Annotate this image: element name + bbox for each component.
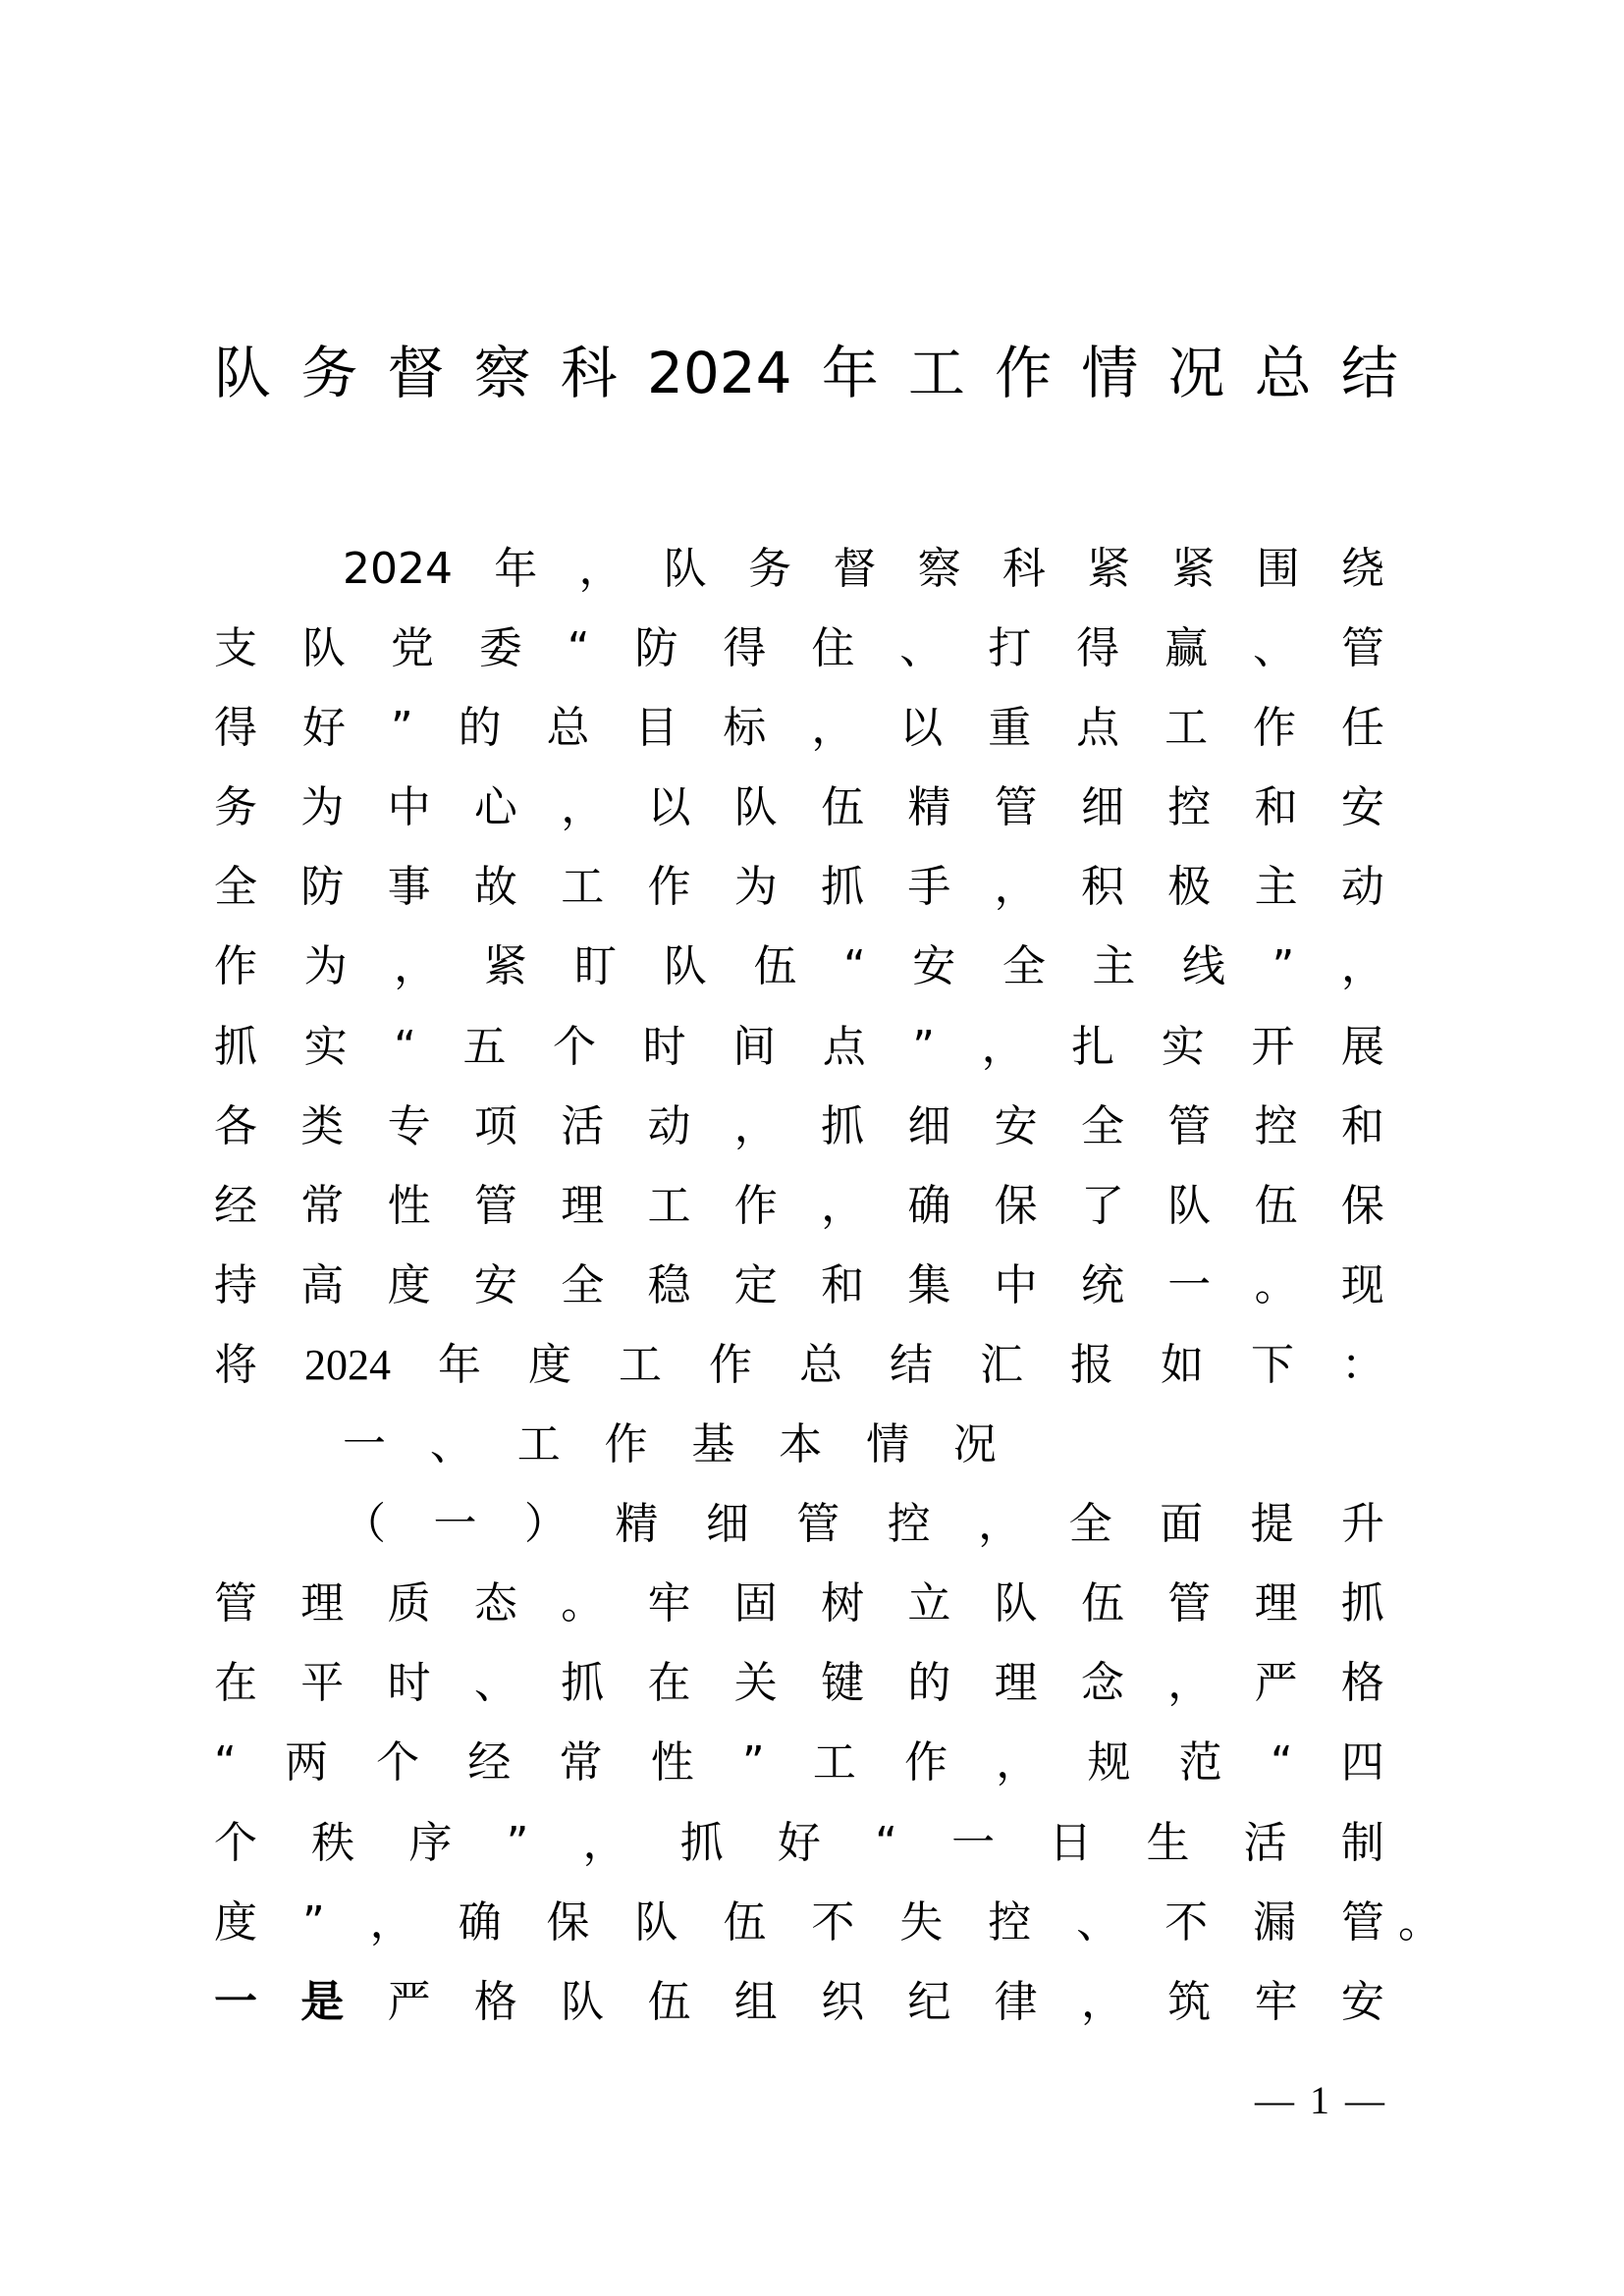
glyph: 标	[723, 703, 767, 754]
glyph: 时	[387, 1658, 431, 1709]
glyph: 防	[634, 623, 678, 674]
glyph: 围	[1256, 544, 1300, 594]
glyph: 积	[1080, 862, 1124, 913]
glyph: 本	[779, 1419, 823, 1470]
glyph: 管	[1340, 623, 1384, 674]
glyph: 心	[473, 782, 517, 833]
glyph: 盯	[573, 941, 618, 992]
paragraph-line	[214, 1325, 1384, 1405]
glyph: 现	[1340, 1259, 1384, 1310]
paragraph-line	[214, 1246, 1384, 1325]
glyph: 队	[663, 941, 707, 992]
glyph: 抓	[561, 1658, 605, 1709]
glyph: ，	[978, 1499, 1022, 1550]
glyph: 安	[1340, 1976, 1384, 2027]
glyph: 支	[214, 623, 257, 674]
glyph: 赢	[1164, 623, 1209, 674]
glyph: 将	[214, 1339, 257, 1390]
glyph: 各	[214, 1100, 257, 1151]
glyph: 确	[458, 1896, 502, 1948]
glyph: 质	[387, 1578, 431, 1629]
glyph: 常	[559, 1737, 603, 1789]
glyph: 织	[821, 1976, 865, 2027]
glyph: 抓	[214, 1021, 257, 1072]
glyph: 作	[604, 1419, 648, 1470]
glyph: 管	[796, 1499, 840, 1550]
section-heading	[343, 1405, 997, 1484]
glyph: 持	[214, 1259, 257, 1310]
glyph: 细	[705, 1499, 749, 1550]
glyph: 工	[561, 862, 605, 913]
glyph: 个	[214, 1817, 257, 1868]
glyph: 管	[1340, 1896, 1384, 1948]
glyph: 住	[811, 623, 855, 674]
glyph: 紧	[483, 941, 527, 992]
glyph: 度	[528, 1339, 571, 1390]
glyph: 工	[619, 1339, 662, 1390]
glyph: 伍	[1080, 1578, 1124, 1629]
glyph: ：	[1341, 1339, 1384, 1390]
glyph: 安	[1340, 782, 1384, 833]
glyph: 工	[516, 1419, 561, 1470]
glyph: 务	[300, 340, 358, 406]
glyph: 、	[429, 1419, 473, 1470]
glyph: 队	[634, 1896, 678, 1948]
glyph: 安	[912, 941, 956, 992]
glyph: 规	[1087, 1737, 1131, 1789]
glyph: 队	[1167, 1180, 1212, 1231]
glyph: 年	[821, 340, 879, 406]
glyph: 立	[907, 1578, 951, 1629]
glyph: 科	[560, 340, 618, 406]
paragraph-line	[214, 1007, 1384, 1087]
glyph: 为	[300, 782, 345, 833]
glyph: 队	[561, 1976, 605, 2027]
glyph: 故	[473, 862, 517, 913]
glyph: 和	[1340, 1100, 1384, 1151]
glyph: 稳	[647, 1259, 691, 1310]
glyph: 点	[822, 1021, 866, 1072]
glyph: 秩	[311, 1817, 355, 1868]
glyph: ）	[523, 1499, 568, 1550]
glyph: ”	[390, 703, 413, 754]
glyph: 生	[1146, 1817, 1190, 1868]
glyph: 抓	[821, 862, 865, 913]
glyph: 控	[1167, 782, 1212, 833]
subsection-heading	[343, 1484, 1384, 1564]
glyph: 情	[866, 1419, 910, 1470]
glyph: 格	[1340, 1658, 1384, 1709]
glyph: 任	[1340, 703, 1384, 754]
glyph: 。	[1254, 1259, 1298, 1310]
glyph: 好	[777, 1817, 821, 1868]
glyph: 一	[1167, 1259, 1212, 1310]
glyph: 事	[387, 862, 431, 913]
glyph: 作	[709, 1339, 752, 1390]
glyph: 的	[907, 1658, 951, 1709]
glyph: 在	[647, 1658, 691, 1709]
glyph: 以	[647, 782, 691, 833]
glyph: 一	[433, 1499, 477, 1550]
glyph: 确	[907, 1180, 951, 1231]
glyph: 类	[300, 1100, 345, 1151]
glyph: 纪	[907, 1976, 951, 2027]
glyph: ，	[994, 862, 1038, 913]
glyph: ”	[301, 1896, 325, 1948]
glyph: 队	[994, 1578, 1038, 1629]
glyph: 不	[1164, 1896, 1209, 1948]
page-number-part: 1	[1310, 2078, 1329, 2122]
glyph: 安	[473, 1259, 517, 1310]
glyph: 抓	[821, 1100, 865, 1151]
glyph: 律	[994, 1976, 1038, 2027]
glyph: 精	[615, 1499, 659, 1550]
glyph: 管	[473, 1180, 517, 1231]
glyph: 作	[904, 1737, 948, 1789]
glyph: “	[842, 941, 866, 992]
glyph: 得	[723, 623, 767, 674]
document-title	[214, 334, 1398, 412]
glyph: 总	[546, 703, 590, 754]
page-number-part: —	[1255, 2078, 1294, 2122]
glyph: 督	[833, 544, 877, 594]
glyph: 作	[995, 340, 1053, 406]
glyph: 精	[907, 782, 951, 833]
glyph: 严	[1254, 1658, 1298, 1709]
glyph: ，	[1340, 941, 1384, 992]
glyph: 经	[214, 1180, 257, 1231]
glyph: 保	[1340, 1180, 1384, 1231]
glyph: ”	[506, 1817, 529, 1868]
glyph: 键	[821, 1658, 865, 1709]
glyph: 两	[284, 1737, 328, 1789]
glyph: 督	[387, 340, 445, 406]
glyph: 展	[1340, 1021, 1384, 1072]
glyph: 紧	[1171, 544, 1216, 594]
glyph: 队	[214, 340, 272, 406]
paragraph-line	[214, 609, 1384, 688]
glyph: 度	[387, 1259, 431, 1310]
glyph: “	[875, 1817, 897, 1868]
glyph: 范	[1178, 1737, 1222, 1789]
glyph: 个	[553, 1021, 597, 1072]
glyph: 伍	[647, 1976, 691, 2027]
glyph: 个	[376, 1737, 420, 1789]
glyph: 组	[733, 1976, 778, 2027]
glyph: 以	[899, 703, 944, 754]
glyph: ”	[912, 1021, 936, 1072]
glyph: 漏	[1253, 1896, 1297, 1948]
glyph: 全	[1001, 941, 1046, 992]
glyph: 结	[890, 1339, 933, 1390]
glyph: 理	[1254, 1578, 1298, 1629]
glyph: ，	[1167, 1658, 1212, 1709]
glyph: 队	[301, 623, 346, 674]
glyph: 牢	[647, 1578, 691, 1629]
glyph: 报	[1070, 1339, 1113, 1390]
glyph: 防	[300, 862, 345, 913]
paragraph-line	[214, 927, 1384, 1006]
glyph: 扎	[1071, 1021, 1115, 1072]
glyph: 度	[214, 1896, 257, 1948]
glyph: 活	[1243, 1817, 1287, 1868]
glyph: 汇	[980, 1339, 1023, 1390]
glyph: 了	[1080, 1180, 1124, 1231]
glyph: ”	[1272, 941, 1295, 992]
glyph: 全	[214, 862, 257, 913]
glyph: 牢	[1254, 1976, 1298, 2027]
paragraph-line	[214, 1962, 1384, 2042]
glyph: 高	[300, 1259, 345, 1310]
glyph: 集	[907, 1259, 951, 1310]
glyph: ，	[582, 1817, 626, 1868]
glyph: 全	[1068, 1499, 1112, 1550]
glyph: 和	[821, 1259, 865, 1310]
paragraph-line	[214, 1803, 1384, 1883]
glyph: 理	[994, 1658, 1038, 1709]
glyph: 控	[988, 1896, 1032, 1948]
glyph: 、	[1253, 623, 1297, 674]
glyph: 四	[1340, 1737, 1384, 1789]
document-body	[214, 529, 1441, 2042]
glyph: （	[343, 1499, 386, 1550]
glyph: 全	[1080, 1100, 1124, 1151]
glyph: “	[214, 1737, 237, 1789]
glyph: 伍	[1254, 1180, 1298, 1231]
glyph: 实	[1161, 1021, 1205, 1072]
glyph: 基	[691, 1419, 735, 1470]
glyph: 经	[467, 1737, 512, 1789]
page-number	[1255, 2073, 1384, 2128]
glyph: 五	[462, 1021, 507, 1072]
glyph: 为	[733, 862, 778, 913]
glyph: 作	[1253, 703, 1297, 754]
glyph: 专	[387, 1100, 431, 1151]
glyph: 队	[733, 782, 778, 833]
glyph: 况	[1167, 340, 1225, 406]
glyph: 总	[1254, 340, 1312, 406]
glyph: 全	[561, 1259, 605, 1310]
paragraph-line	[214, 1087, 1384, 1166]
glyph: 格	[473, 1976, 517, 2027]
glyph: 察	[473, 340, 531, 406]
glyph: 活	[561, 1100, 605, 1151]
bold-lead	[214, 1962, 388, 2042]
glyph: 性	[387, 1180, 431, 1231]
glyph: 工	[812, 1737, 856, 1789]
glyph: 固	[733, 1578, 778, 1629]
paragraph-line	[214, 1166, 1384, 1246]
line-rest	[388, 1962, 1384, 2042]
glyph: 、	[899, 623, 944, 674]
glyph: 打	[988, 623, 1032, 674]
paragraph-line	[343, 529, 1384, 609]
glyph: 实	[303, 1021, 348, 1072]
glyph: “	[567, 623, 590, 674]
glyph: 务	[748, 544, 792, 594]
glyph: 一	[343, 1419, 386, 1470]
glyph: 态	[473, 1578, 517, 1629]
paragraph-line	[214, 1643, 1384, 1723]
glyph: 定	[733, 1259, 778, 1310]
glyph: 察	[917, 544, 961, 594]
glyph: 伍	[723, 1896, 767, 1948]
glyph: 情	[1081, 340, 1139, 406]
glyph: 时	[642, 1021, 686, 1072]
glyph: 2024	[646, 340, 792, 406]
glyph: 、	[473, 1658, 517, 1709]
glyph: 作	[214, 941, 257, 992]
glyph: 得	[214, 703, 257, 754]
glyph: ，	[981, 1021, 1025, 1072]
glyph: 安	[994, 1100, 1038, 1151]
glyph: 在	[214, 1658, 257, 1709]
glyph: 日	[1049, 1817, 1093, 1868]
glyph: 工	[1164, 703, 1209, 754]
glyph: 手	[907, 862, 951, 913]
glyph: 统	[1080, 1259, 1124, 1310]
glyph: 保	[994, 1180, 1038, 1231]
glyph: 提	[1250, 1499, 1294, 1550]
glyph: 管	[1167, 1100, 1212, 1151]
glyph: 关	[733, 1658, 778, 1709]
glyph: 平	[300, 1658, 345, 1709]
glyph: 伍	[753, 941, 797, 992]
glyph: 为	[303, 941, 348, 992]
glyph: 理	[300, 1578, 345, 1629]
glyph: 伍	[821, 782, 865, 833]
glyph: 工	[907, 340, 965, 406]
glyph: 况	[952, 1419, 997, 1470]
glyph: ，	[369, 1896, 413, 1948]
glyph: 紧	[1087, 544, 1131, 594]
glyph: 管	[214, 1578, 257, 1629]
glyph: 树	[821, 1578, 865, 1629]
glyph: 保	[546, 1896, 590, 1948]
paragraph-line	[214, 1883, 1441, 1962]
glyph: ，	[561, 782, 605, 833]
glyph: 失	[899, 1896, 944, 1948]
glyph: 好	[301, 703, 346, 754]
glyph: 的	[458, 703, 502, 754]
glyph: 主	[1254, 862, 1298, 913]
paragraph-line	[214, 1723, 1384, 1802]
glyph: 线	[1181, 941, 1225, 992]
glyph: 得	[1076, 623, 1120, 674]
glyph: 2024	[343, 544, 453, 594]
glyph: 2024	[304, 1340, 391, 1389]
glyph: 动	[1340, 862, 1384, 913]
glyph: 。	[561, 1578, 605, 1629]
glyph: 科	[1001, 544, 1046, 594]
glyph: “	[394, 1021, 416, 1072]
glyph: 作	[733, 1180, 778, 1231]
glyph: 目	[634, 703, 678, 754]
glyph: “	[1270, 1737, 1293, 1789]
glyph: 党	[390, 623, 434, 674]
glyph: ，	[811, 703, 855, 754]
paragraph-line	[214, 847, 1384, 927]
glyph: ，	[1080, 1976, 1124, 2027]
glyph: 点	[1076, 703, 1120, 754]
glyph: 极	[1167, 862, 1212, 913]
glyph: 控	[1254, 1100, 1298, 1151]
glyph: 项	[473, 1100, 517, 1151]
glyph: 面	[1160, 1499, 1204, 1550]
glyph: 主	[1092, 941, 1136, 992]
glyph: ，	[733, 1100, 778, 1151]
glyph: 、	[1076, 1896, 1120, 1948]
glyph: 中	[387, 782, 431, 833]
glyph: 序	[408, 1817, 453, 1868]
glyph: 理	[561, 1180, 605, 1231]
paragraph-line	[214, 1564, 1384, 1643]
glyph: 工	[647, 1180, 691, 1231]
glyph: 队	[663, 544, 707, 594]
glyph: 一	[214, 1976, 257, 2027]
glyph: 抓	[679, 1817, 724, 1868]
glyph: 绕	[1340, 544, 1384, 594]
glyph: ，	[996, 1737, 1040, 1789]
glyph: 制	[1340, 1817, 1384, 1868]
glyph: 念	[1080, 1658, 1124, 1709]
glyph: 作	[647, 862, 691, 913]
glyph: 年	[438, 1339, 481, 1390]
glyph: 总	[799, 1339, 842, 1390]
glyph: 细	[1080, 782, 1124, 833]
glyph: 常	[300, 1180, 345, 1231]
page-number-part: —	[1345, 2078, 1384, 2122]
glyph: 抓	[1340, 1578, 1384, 1629]
glyph: 开	[1251, 1021, 1295, 1072]
glyph: 和	[1254, 782, 1298, 833]
glyph: ，	[578, 544, 623, 594]
glyph: 管	[994, 782, 1038, 833]
glyph: 筑	[1167, 1976, 1212, 2027]
paragraph-line	[214, 688, 1384, 768]
glyph: 如	[1161, 1339, 1204, 1390]
glyph: 管	[1167, 1578, 1212, 1629]
glyph: ，	[821, 1180, 865, 1231]
glyph: 不	[811, 1896, 855, 1948]
glyph: 结	[1340, 340, 1398, 406]
glyph: 间	[732, 1021, 777, 1072]
glyph: 年	[494, 544, 538, 594]
glyph: 委	[478, 623, 522, 674]
glyph: ”	[741, 1737, 765, 1789]
paragraph-line	[214, 768, 1384, 847]
glyph: 下	[1251, 1339, 1294, 1390]
glyph: 动	[647, 1100, 691, 1151]
glyph: 一	[951, 1817, 996, 1868]
glyph: 。	[1398, 1896, 1441, 1948]
glyph: 细	[907, 1100, 951, 1151]
glyph: 严	[387, 1976, 431, 2027]
glyph: 重	[988, 703, 1032, 754]
glyph: 务	[214, 782, 257, 833]
glyph: 性	[650, 1737, 694, 1789]
glyph: 是	[300, 1976, 345, 2027]
glyph: 升	[1340, 1499, 1384, 1550]
glyph: 控	[887, 1499, 931, 1550]
glyph: ，	[394, 941, 438, 992]
glyph: 中	[994, 1259, 1038, 1310]
